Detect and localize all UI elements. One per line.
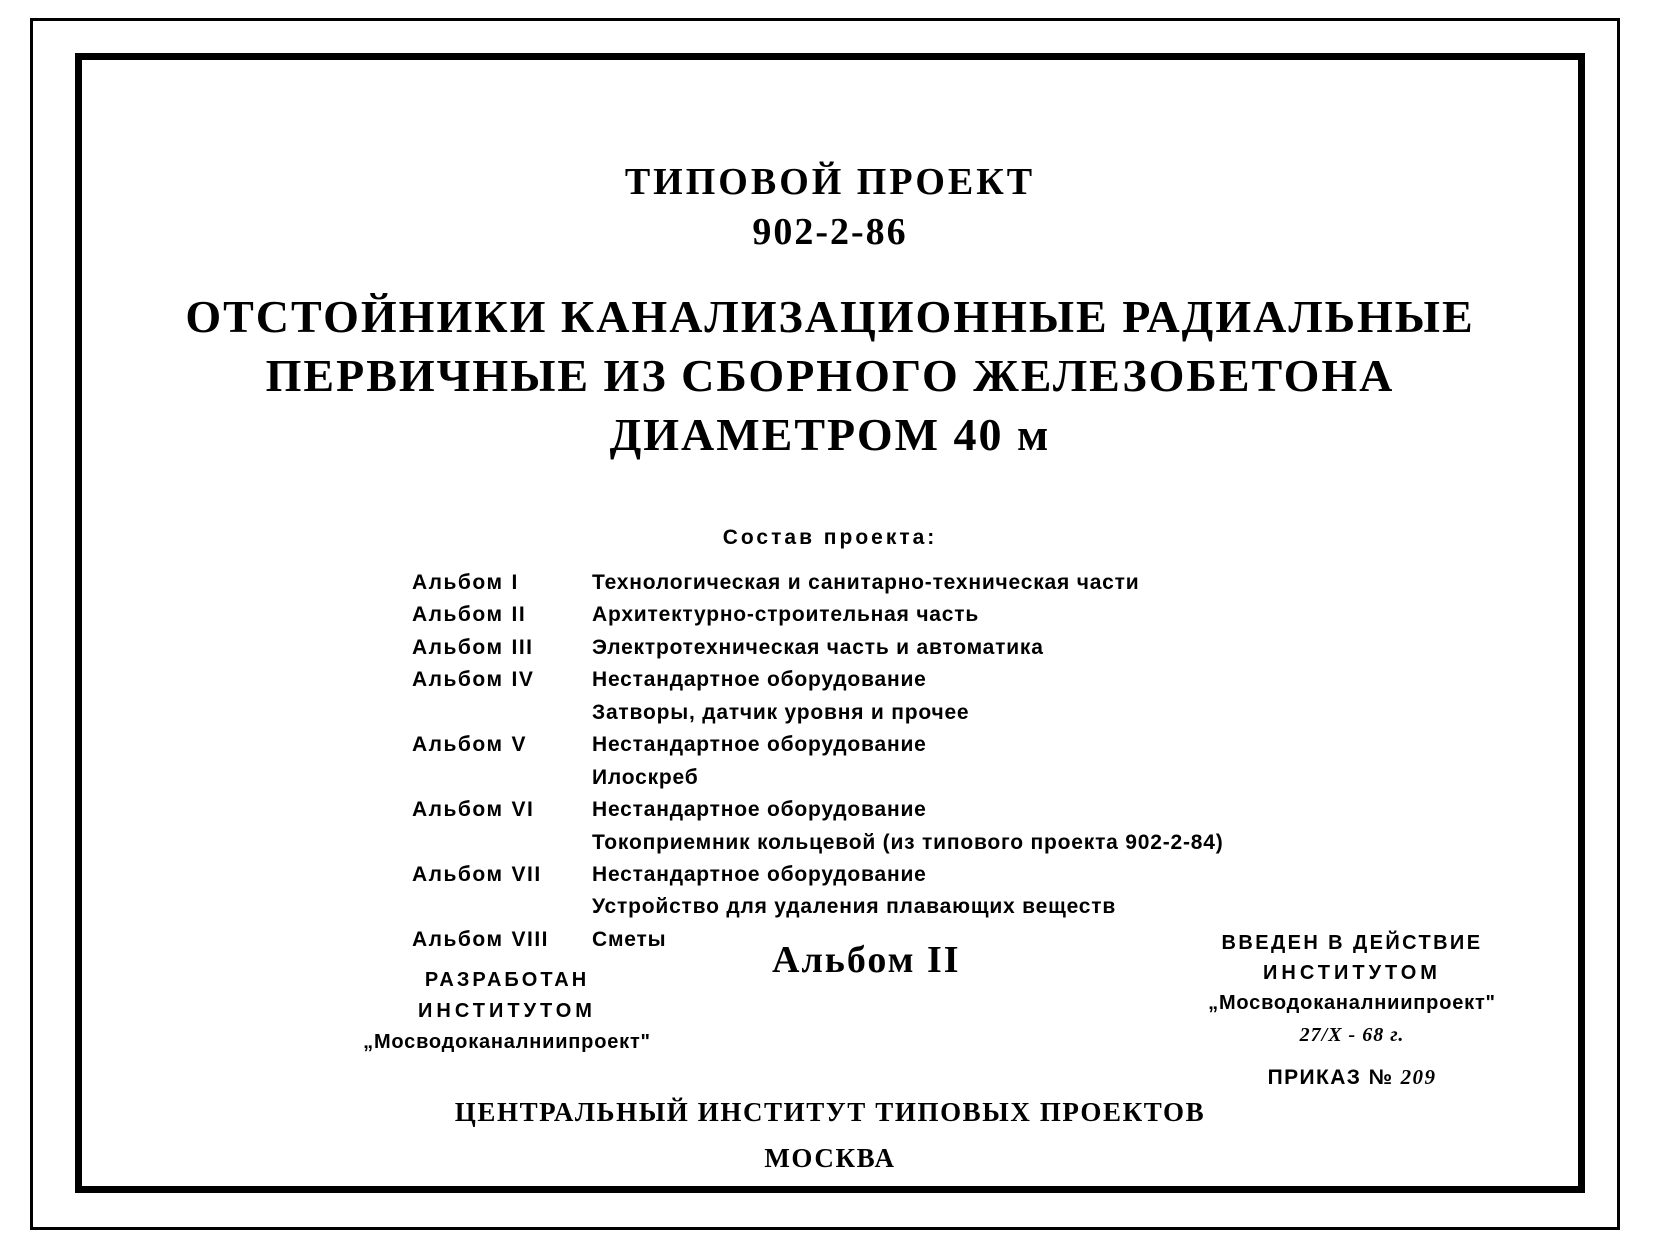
- developed-by-block: [297, 965, 717, 1058]
- list-item: [412, 600, 1472, 630]
- composition-heading: Состав проекта:: [722, 526, 938, 549]
- order-number: 209: [1400, 1065, 1437, 1089]
- album-title: Нестандартное оборудование: [592, 798, 927, 822]
- album-label: Альбом VI: [412, 798, 535, 822]
- album-list: [412, 568, 1472, 957]
- developed-by-organization: „Мосводоканалниипроект": [363, 1031, 651, 1053]
- developed-by-line-2: ИНСТИТУТОМ: [418, 1000, 596, 1022]
- album-subtitle: Затворы, датчик уровня и прочее: [592, 700, 970, 724]
- album-title: Сметы: [592, 927, 667, 951]
- album-label: Альбом IV: [412, 668, 535, 692]
- publisher-institute: ЦЕНТРАЛЬНЫЙ ИНСТИТУТ ТИПОВЫХ ПРОЕКТОВ: [454, 1097, 1206, 1127]
- list-item: [412, 730, 1472, 760]
- page-title: [82, 288, 1578, 465]
- album-subtitle: Устройство для удаления плавающих веществ: [592, 895, 1117, 919]
- album-title: Нестандартное оборудование: [592, 668, 927, 692]
- project-header: [82, 160, 1578, 254]
- page-title-line-2: ПЕРВИЧНЫЕ ИЗ СБОРНОГО ЖЕЛЕЗОБЕТОНА: [265, 349, 1395, 401]
- page-title-line-3: ДИАМЕТРОМ 40 м: [609, 408, 1051, 460]
- introduced-by-date: 27/X - 68 г.: [1299, 1024, 1405, 1046]
- album-label: Альбом II: [412, 603, 527, 627]
- drawing-sheet-inner-border: [75, 53, 1585, 1193]
- album-title: Нестандартное оборудование: [592, 862, 927, 886]
- project-kind-label: ТИПОВОЙ ПРОЕКТ: [624, 161, 1036, 203]
- drawing-sheet-outer-border: [30, 18, 1620, 1230]
- album-title: Нестандартное оборудование: [592, 733, 927, 757]
- album-title: Технологическая и санитарно-техническая части: [592, 571, 1140, 594]
- list-item: [412, 860, 1472, 890]
- current-album-label: Альбом II: [772, 939, 961, 981]
- introduced-by-line-2: ИНСТИТУТОМ: [1263, 962, 1441, 984]
- album-title: Электротехническая часть и автоматика: [592, 635, 1044, 659]
- order-line: [1142, 1062, 1562, 1094]
- introduced-by-organization: „Мосводоканалниипроект": [1208, 992, 1496, 1014]
- publisher-city: МОСКВА: [764, 1142, 896, 1173]
- order-label: ПРИКАЗ №: [1267, 1066, 1394, 1089]
- publisher-block: [82, 1090, 1578, 1182]
- list-item: [412, 665, 1472, 695]
- album-label: Альбом III: [412, 635, 534, 659]
- introduced-by-line-1: ВВЕДЕН В ДЕЙСТВИЕ: [1221, 932, 1483, 954]
- album-label: Альбом VIII: [412, 927, 549, 951]
- album-subtitle: Илоскреб: [592, 765, 699, 789]
- page-title-line-1: ОТСТОЙНИКИ КАНАЛИЗАЦИОННЫЕ РАДИАЛЬНЫЕ: [185, 291, 1475, 342]
- album-label: Альбом I: [412, 571, 519, 594]
- developed-by-line-1: РАЗРАБОТАН: [424, 969, 590, 991]
- album-label: Альбом V: [412, 733, 527, 757]
- album-subtitle: Токоприемник кольцевой (из типового проекта 902-2-84): [592, 830, 1224, 854]
- introduced-by-block: [1142, 928, 1562, 1094]
- project-number: 902-2-86: [752, 211, 908, 253]
- list-item: [412, 795, 1472, 825]
- list-item: [412, 633, 1472, 663]
- list-item: [412, 568, 1472, 598]
- album-title: Архитектурно-строительная часть: [592, 603, 980, 627]
- album-label: Альбом VII: [412, 862, 542, 886]
